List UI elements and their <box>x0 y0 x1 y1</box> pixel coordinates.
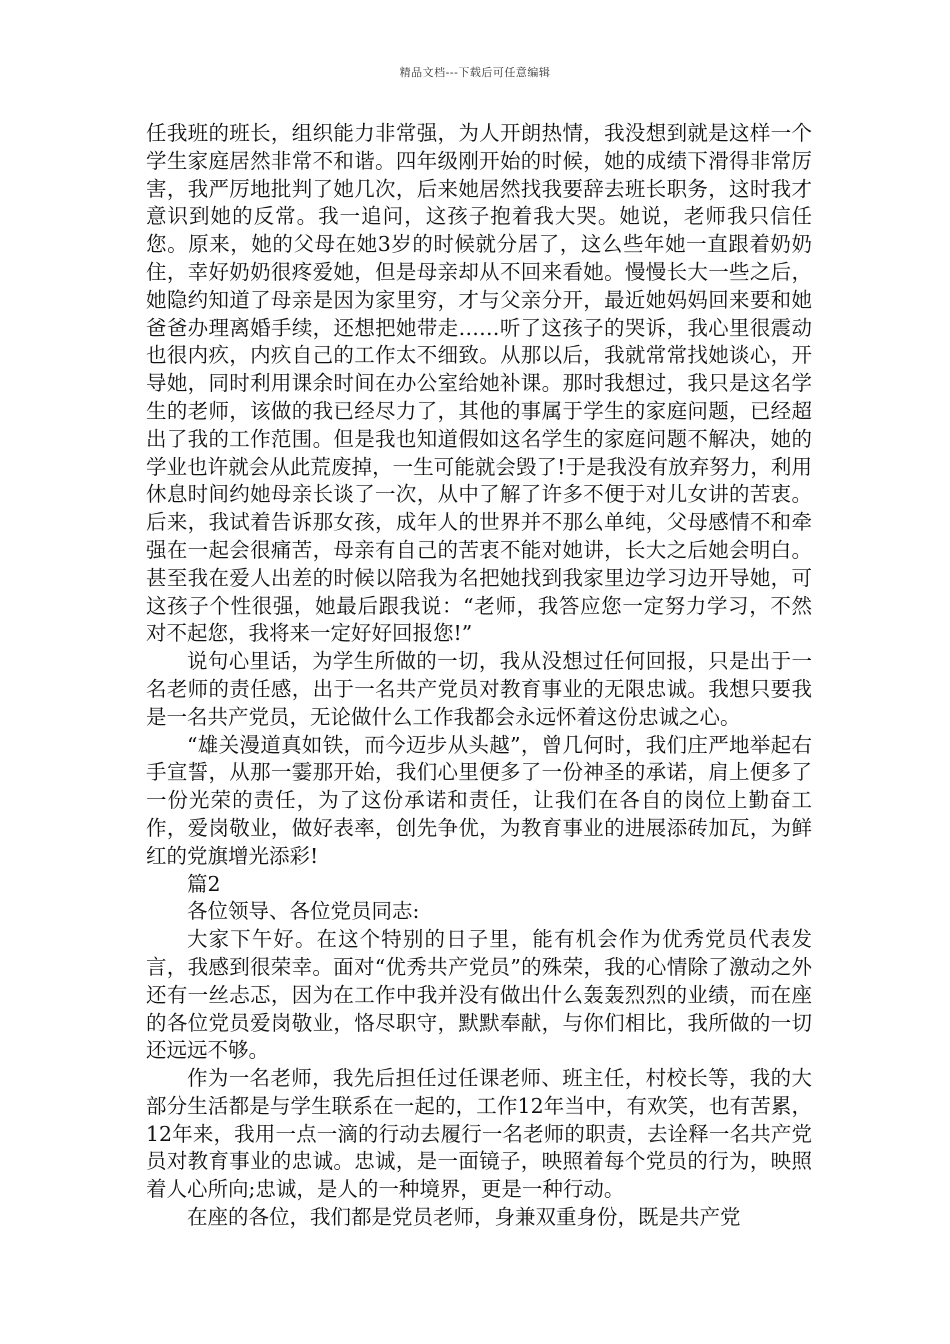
page-header: 精品文档---下载后可任意编辑 <box>399 66 551 79</box>
section-heading: 篇2 <box>187 871 221 896</box>
document-body <box>146 120 812 1232</box>
paragraph: 作为一名老师，我先后担任过任课老师、班主任，村校长等，我的大部分生活都是与学生联系在一起的，工作12年当中，有欢笑，也有苦累，12年来，我用一点一滴的行动去履行一名老师的职责，去诠释一名共产党员对教育事业的忠诚。忠诚，是一面镜子，映照着每个党员的行为，映照着人心所向;忠诚，是人的一种境界，更是一种行动。 <box>146 1066 812 1202</box>
paragraph: 大家下午好。在这个特别的日子里，能有机会作为优秀党员代表发言，我感到很荣幸。面对“优秀共产党员”的殊荣，我的心情除了激动之外还有一丝忐忑，因为在工作中我并没有做出什么轰轰烈烈的业绩，而在座的各位党员爱岗敬业，恪尽职守，默默奉献，与你们相比，我所做的一切还远远不够。 <box>146 927 812 1063</box>
paragraph: 任我班的班长，组织能力非常强，为人开朗热情，我没想到就是这样一个学生家庭居然非常不和谐。四年级刚开始的时候，她的成绩下滑得非常厉害，我严厉地批判了她几次，后来她居然找我要辞去班长职务，这时我才意识到她的反常。我一追问，这孩子抱着我大哭。她说，老师我只信任您。原来，她的父母在她3岁的时候就分居了，这么些年她一直跟着奶奶住，幸好奶奶很疼爱她，但是母亲却从不回来看她。慢慢长大一些之后，她隐约知道了母亲是因为家里穷，才与父亲分开，最近她妈妈回来要和她爸爸办理离婚手续，还想把她带走……听了这孩子的哭诉，我心里很震动也很内疚，内疚自己的工作太不细致。从那以后，我就常常找她谈心，开导她，同时利用课余时间在办公室给她补课。那时我想过，我只是这名学生的老师，该做的我已经尽力了，其他的事属于学生的家庭问题，已经超出了我的工作范围。但是我也知道假如这名学生的家庭问题不解决，她的学业也许就会从此荒废掉，一生可能就会毁了!于是我没有放弃努力，利用休息时间约她母亲长谈了一次，从中了解了许多不便于对儿女讲的苦衷。后来，我试着告诉那女孩，成年人的世界并不那么单纯，父母感情不和牵强在一起会很痛苦，母亲有自己的苦衷不能对她讲，长大之后她会明白。甚至我在爱人出差的时候以陪我为名把她找到我家里边学习边开导她，可这孩子个性很强，她最后跟我说：“老师，我答应您一定努力学习，不然对不起您，我将来一定好好回报您!” <box>146 121 812 646</box>
paragraph: 在座的各位，我们都是党员老师，身兼双重身份，既是共产党 <box>187 1205 741 1230</box>
salutation: 各位领导、各位党员同志: <box>187 899 420 924</box>
paragraph: “雄关漫道真如铁，而今迈步从头越”，曾几何时，我们庄严地举起右手宣誓，从那一霎那开始，我们心里便多了一份神圣的承诺，肩上便多了一份光荣的责任，为了这份承诺和责任，让我们在各自的岗位上勤奋工作，爱岗敬业，做好表率，创先争优，为教育事业的进展添砖加瓦，为鲜红的党旗增光添彩! <box>146 732 812 868</box>
paragraph: 说句心里话，为学生所做的一切，我从没想过任何回报，只是出于一名老师的责任感，出于一名共产党员对教育事业的无限忠诚。我想只要我是一名共产党员，无论做什么工作我都会永远怀着这份忠诚之心。 <box>146 649 812 729</box>
